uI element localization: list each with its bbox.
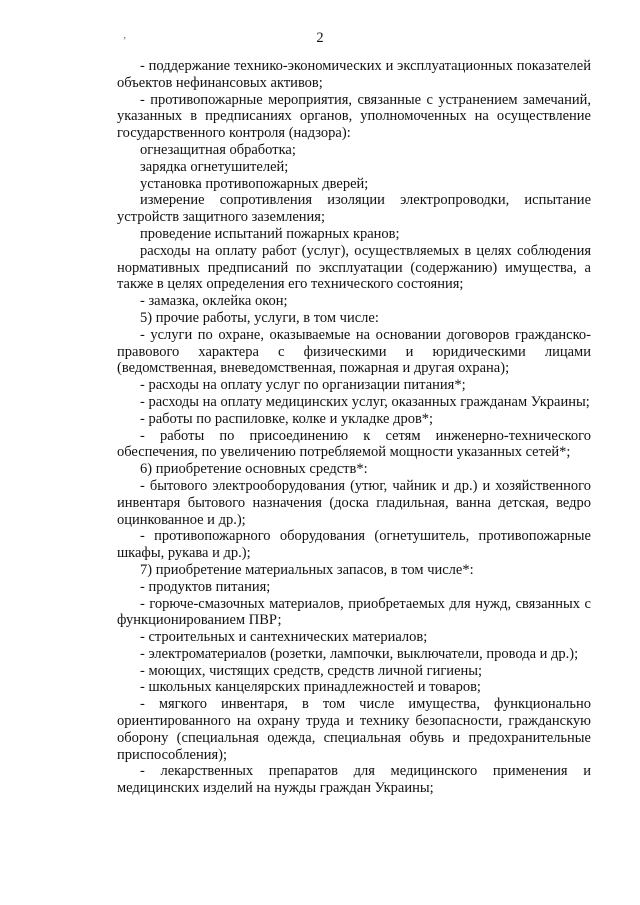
paragraph-18: - противопожарного оборудования (огнетушитель, противопожарные шкафы, рукава и др.); (117, 528, 591, 562)
paragraph-21: - горюче-смазочных материалов, приобретаемых для нужд, связанных с функционированием ПВР; (117, 595, 591, 629)
paragraph-12: - расходы на оплату услуг по организации питания*; (140, 377, 466, 394)
paragraph-11: - услуги по охране, оказываемые на основании договоров гражданско-правового характера с физическими и юридическими лицами (ведомственная, вневедомственная, пожарная и другая охрана); (117, 326, 591, 377)
paragraph-26: - мягкого инвентаря, в том числе имущества, функционально ориентированного на охрану труда и технику безопасности, гражданскую оборону (специальная одежда, специальная обувь и предохранительные приспособления); (117, 696, 591, 763)
paragraph-2: - противопожарные мероприятия, связанные с устранением замечаний, указанных в предписаниях органов, уполномоченных на осуществление государственного контроля (надзора): (117, 91, 591, 142)
paragraph-25: - школьных канцелярских принадлежностей и товаров; (140, 679, 481, 696)
paragraph-6: измерение сопротивления изоляции электропроводки, испытание устройств защитного заземления; (117, 192, 591, 226)
paragraph-14: - работы по распиловке, колке и укладке дров*; (140, 410, 434, 427)
paragraph-17: - бытового электрооборудования (утюг, чайник и др.) и хозяйственного инвентаря бытового назначения (доска гладильная, ванна детская, ведро оцинкованное и др.); (117, 477, 591, 528)
paragraph-22: - строительных и сантехнических материалов; (140, 629, 428, 646)
paragraph-15: - работы по присоединению к сетям инженерно-технического обеспечения, по увеличению потребляемой мощности указанных сетей*; (117, 427, 591, 461)
paragraph-8: расходы на оплату работ (услуг), осуществляемых в целях соблюдения нормативных предписаний по эксплуатации (содержанию) имущества, а также в целях определения его технического состояния; (117, 242, 591, 293)
paragraph-16: 6) приобретение основных средств*: (140, 461, 368, 478)
paragraph-3: огнезащитная обработка; (140, 141, 296, 158)
paragraph-24: - моющих, чистящих средств, средств личной гигиены; (140, 662, 483, 679)
corner-mark: ʼ (123, 36, 127, 47)
paragraph-5: установка противопожарных дверей; (140, 175, 369, 192)
paragraph-23: - электроматериалов (розетки, лампочки, выключатели, провода и др.); (140, 645, 579, 662)
paragraph-4: зарядка огнетушителей; (140, 158, 289, 175)
paragraph-20: - продуктов питания; (140, 578, 271, 595)
paragraph-27: - лекарственных препаратов для медицинского применения и медицинских изделий на нужды граждан Украины; (117, 763, 591, 797)
paragraph-19: 7) приобретение материальных запасов, в том числе*: (140, 561, 474, 578)
document-body (117, 58, 591, 797)
paragraph-9: - замазка, оклейка окон; (140, 293, 288, 310)
page-number: 2 (316, 30, 324, 46)
paragraph-13: - расходы на оплату медицинских услуг, оказанных гражданам Украины; (140, 393, 590, 410)
paragraph-7: проведение испытаний пожарных кранов; (140, 225, 400, 242)
paragraph-1: - поддержание технико-экономических и эксплуатационных показателей объектов нефинансовых активов; (117, 58, 591, 91)
paragraph-10: 5) прочие работы, услуги, в том числе: (140, 309, 379, 326)
